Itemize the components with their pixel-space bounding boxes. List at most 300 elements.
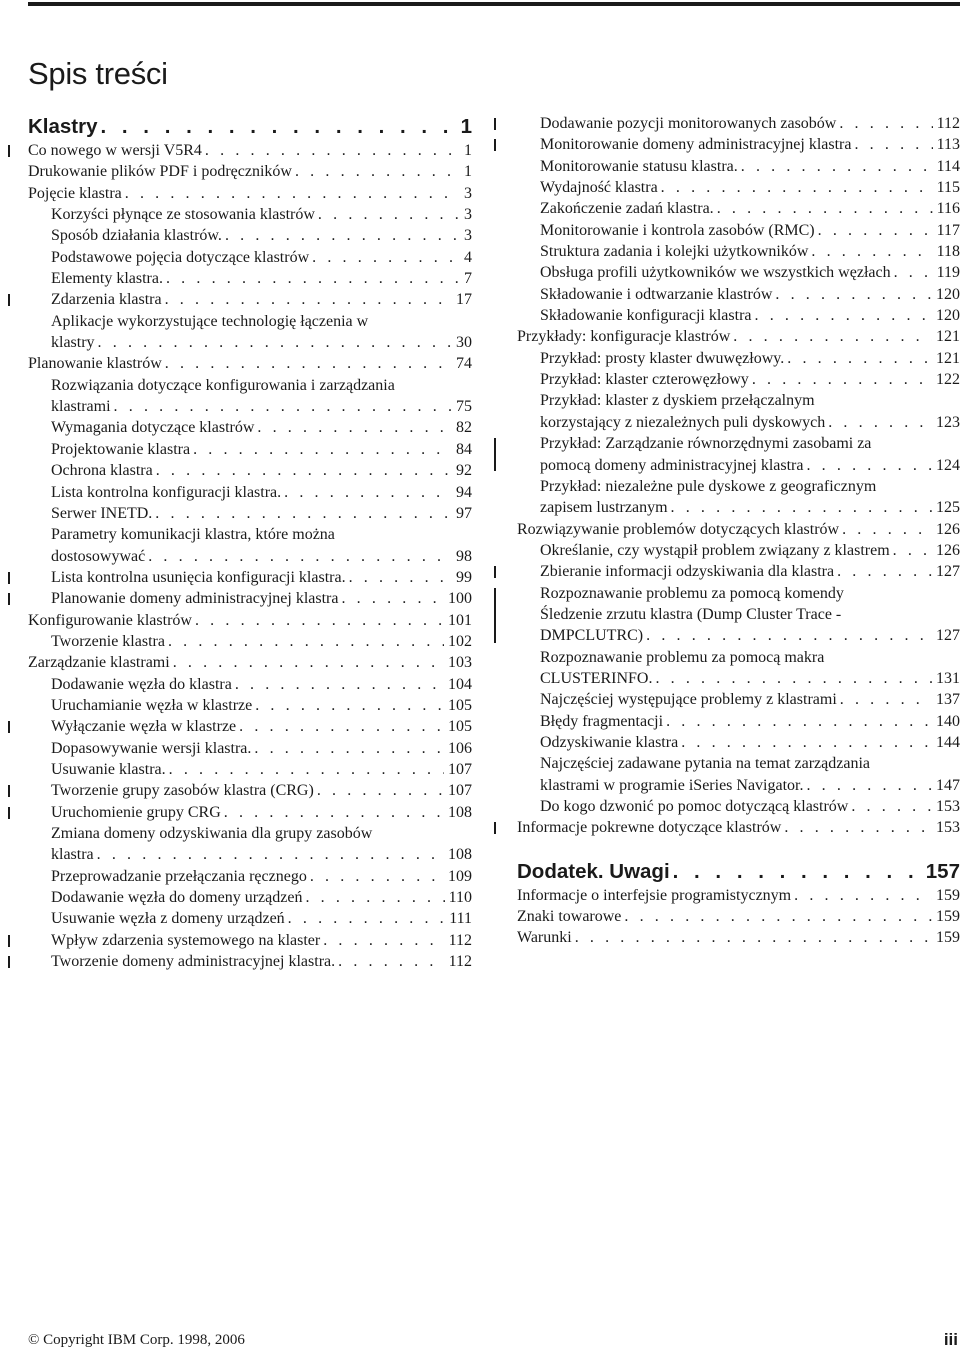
toc-entry[interactable] <box>517 583 960 647</box>
toc-entry-line <box>517 858 960 885</box>
toc-entry-line <box>51 951 472 972</box>
toc-entry-line <box>540 775 960 796</box>
toc-entry[interactable] <box>517 390 960 433</box>
dot-leader <box>170 652 444 673</box>
dot-leader <box>152 503 452 524</box>
toc-entry-line <box>51 375 472 396</box>
toc-page-number: 105 <box>448 696 472 714</box>
dot-leader <box>781 817 932 838</box>
toc-page-number: 103 <box>448 654 472 672</box>
toc-page-number: 144 <box>936 733 960 751</box>
toc-entry-title: Korzyści płynące ze stosowania klastrów <box>51 206 315 224</box>
toc-entry-title: Rozwiązywanie problemów dotyczących klastrów <box>517 520 840 538</box>
toc-entry-line <box>517 927 960 948</box>
toc-entry[interactable] <box>517 647 960 690</box>
dot-leader <box>165 631 444 652</box>
toc-entry-title: Przykład: prosty klaster dwuwęzłowy. <box>540 349 785 367</box>
toc-entry[interactable] <box>517 241 960 262</box>
toc-entry-line <box>51 439 472 460</box>
toc-entry-line <box>51 631 472 652</box>
toc-entry-title: Warunki <box>517 929 572 947</box>
toc-entry-title: Elementy klastra. <box>51 270 163 288</box>
toc-entry-line <box>540 753 960 774</box>
toc-entry-title: Uruchomienie grupy CRG <box>51 803 221 821</box>
change-bar <box>494 588 496 643</box>
toc-entry[interactable] <box>28 140 472 161</box>
toc-entry-line <box>51 482 472 503</box>
toc-entry-line <box>51 268 472 289</box>
toc-entry-title: Zarządzanie klastrami <box>28 654 170 672</box>
toc-entry-line <box>540 177 960 198</box>
toc-entry-line <box>51 695 472 716</box>
toc-entry-line <box>51 780 472 801</box>
toc-page-number: 3 <box>464 227 472 245</box>
toc-entry-line <box>51 759 472 780</box>
toc-entry[interactable] <box>28 716 472 737</box>
toc-entry-title: Najczęściej występujące problemy z klastrami <box>540 691 837 709</box>
toc-page-number: 137 <box>936 691 960 709</box>
dot-leader <box>714 198 933 219</box>
toc-entry[interactable] <box>28 674 472 695</box>
toc-entry-title: Struktura zadania i kolejki użytkowników <box>540 243 809 261</box>
toc-page-number: 140 <box>936 712 960 730</box>
toc-entry-line <box>540 455 960 476</box>
toc-entry-title: korzystający z niezależnych puli dyskowych <box>540 413 826 431</box>
toc-page-number: 112 <box>448 931 472 949</box>
change-bar <box>494 118 496 130</box>
toc-entry-title: Przeprowadzanie przełączania ręcznego <box>51 867 307 885</box>
dot-leader <box>834 561 932 582</box>
dot-leader <box>162 289 452 310</box>
toc-entry-line <box>540 689 960 710</box>
toc-page-number: 120 <box>936 307 960 325</box>
toc-page-number: 82 <box>456 419 472 437</box>
toc-entry[interactable] <box>28 652 472 673</box>
toc-entry-title: Projektowanie klastra <box>51 440 191 458</box>
toc-entry-title: Określanie, czy wystąpił problem związany z klastrem <box>540 541 890 559</box>
toc-entry[interactable] <box>517 561 960 582</box>
toc-page-number: 98 <box>456 547 472 565</box>
toc-entry[interactable] <box>517 262 960 283</box>
toc-entry-title: Rozpoznawanie problemu za pomocą komendy <box>540 584 844 602</box>
toc-page-number: 107 <box>448 782 472 800</box>
toc-entry[interactable] <box>28 204 472 225</box>
toc-entry-line <box>540 113 960 134</box>
dot-leader <box>621 906 932 927</box>
toc-entry-line <box>28 652 472 673</box>
toc-entry[interactable] <box>28 823 472 866</box>
toc-page-number: 74 <box>456 355 472 373</box>
toc-page-number: 122 <box>936 371 960 389</box>
toc-entry[interactable] <box>28 524 472 567</box>
dot-leader <box>302 887 444 908</box>
toc-entry[interactable] <box>517 519 960 540</box>
toc-entry-title: Przykład: klaster z dyskiem przełączalnym <box>540 392 815 410</box>
toc-entry-title: Składowanie konfiguracji klastra <box>540 307 752 325</box>
dot-leader <box>808 241 932 262</box>
toc-entry-title: Składowanie i odtwarzanie klastrów <box>540 285 773 303</box>
toc-page-number: 159 <box>936 886 960 904</box>
toc-entry-line <box>51 546 472 567</box>
toc-page-number: 17 <box>456 291 472 309</box>
toc-page-number: 101 <box>448 611 472 629</box>
change-bar <box>8 807 10 819</box>
toc-entry[interactable] <box>28 695 472 716</box>
toc-entry[interactable] <box>28 759 472 780</box>
toc-entry[interactable] <box>28 289 472 310</box>
toc-entry-line <box>51 396 472 417</box>
toc-entry-line <box>540 732 960 753</box>
toc-entry-line <box>51 908 472 929</box>
toc-entry-title: Planowanie klastrów <box>28 355 162 373</box>
dot-leader <box>281 482 452 503</box>
toc-entry[interactable] <box>28 311 472 354</box>
dot-leader <box>236 716 444 737</box>
toc-page-number: 153 <box>936 819 960 837</box>
toc-entry-title: Przykład: klaster czterowęzłowy <box>540 371 749 389</box>
toc-page-number: 92 <box>456 462 472 480</box>
toc-entry[interactable] <box>517 753 960 796</box>
dot-leader <box>652 668 932 689</box>
toc-entry-line <box>540 220 960 241</box>
dot-leader <box>285 908 446 929</box>
toc-page-number: 1 <box>464 163 472 181</box>
toc-page-number: 75 <box>456 398 472 416</box>
toc-entry-title: Dodatek. Uwagi <box>517 859 670 883</box>
toc-entry-line <box>540 540 960 561</box>
toc-entry[interactable] <box>517 156 960 177</box>
dot-leader <box>98 113 457 140</box>
toc-entry[interactable] <box>517 689 960 710</box>
toc-entry[interactable] <box>517 348 960 369</box>
dot-leader <box>94 844 444 865</box>
toc-entry[interactable] <box>517 433 960 476</box>
toc-entry-title: Lista kontrolna usunięcia konfiguracji klastra. <box>51 568 346 586</box>
toc-page-number: 159 <box>936 908 960 926</box>
toc-entry[interactable] <box>28 225 472 246</box>
toc-entry-title: klastry <box>51 334 95 352</box>
toc-entry-title: Błędy fragmentacji <box>540 712 664 730</box>
toc-entry-line <box>540 604 960 625</box>
page-title: Spis treści <box>28 56 168 91</box>
dot-leader <box>346 567 452 588</box>
toc-entry-line <box>51 887 472 908</box>
toc-page-number: 99 <box>456 568 472 586</box>
toc-entry-line <box>51 844 472 865</box>
toc-entry-line <box>51 930 472 951</box>
toc-entry[interactable] <box>517 177 960 198</box>
toc-entry[interactable] <box>28 503 472 524</box>
toc-entry[interactable] <box>28 482 472 503</box>
toc-entry[interactable] <box>517 885 960 906</box>
toc-entry-title: Dodawanie pozycji monitorowanych zasobów <box>540 115 837 132</box>
toc-entry-title: Podstawowe pojęcia dotyczące klastrów <box>51 248 310 266</box>
toc-entry-title: Monitorowanie i kontrola zasobów (RMC) <box>540 221 815 239</box>
toc-entry-line <box>51 866 472 887</box>
toc-entry[interactable] <box>28 161 472 182</box>
dot-leader <box>254 417 452 438</box>
toc-entry-line <box>51 289 472 310</box>
toc-page-number: 126 <box>936 520 960 538</box>
toc-entry-line <box>517 817 960 838</box>
toc-entry[interactable] <box>517 220 960 241</box>
toc-entry-title: Zbieranie informacji odzyskiwania dla klastra <box>540 563 835 581</box>
dot-leader <box>839 519 932 540</box>
toc-entry-line <box>540 390 960 411</box>
toc-page-number: 115 <box>936 179 960 197</box>
toc-entry-title: Uruchamianie węzła w klastrze <box>51 696 253 714</box>
toc-entry[interactable] <box>28 802 472 823</box>
toc-entry[interactable] <box>517 927 960 948</box>
dot-leader <box>309 247 460 268</box>
toc-entry-title: CLUSTERINFO. <box>540 669 653 687</box>
toc-entry-title: zapisem lustrzanym <box>540 499 668 517</box>
dot-leader <box>252 695 444 716</box>
toc-entry-title: Informacje o interfejsie programistycznym <box>517 886 792 904</box>
toc-entry-line <box>51 674 472 695</box>
toc-page-number: 107 <box>448 760 472 778</box>
toc-entry-title: DMPCLUTRC) <box>540 627 644 645</box>
toc-entry-line <box>51 524 472 545</box>
toc-entry-title: Rozwiązania dotyczące konfigurowania i zarządzania <box>51 376 395 394</box>
change-bar <box>8 935 10 947</box>
change-bar <box>8 721 10 733</box>
toc-entry[interactable] <box>28 887 472 908</box>
toc-entry-title: Sposób działania klastrów. <box>51 227 222 245</box>
toc-entry-title: Śledzenie zrzutu klastra (Dump Cluster Trace - <box>540 605 842 623</box>
toc-page-number: 97 <box>456 504 472 522</box>
toc-entry-title: klastrami <box>51 398 111 416</box>
toc-page-number: 114 <box>936 157 960 175</box>
toc-entry[interactable] <box>28 417 472 438</box>
dot-leader <box>643 625 932 646</box>
toc-page-number: 30 <box>456 334 472 352</box>
toc-page-number: 108 <box>448 846 472 864</box>
toc-page-number: 120 <box>936 285 960 303</box>
toc-entry[interactable] <box>517 711 960 732</box>
dot-leader <box>202 140 460 161</box>
toc-entry-line <box>517 326 960 347</box>
toc-entry[interactable] <box>517 305 960 326</box>
toc-entry-title: Drukowanie plików PDF i podręczników <box>28 163 292 181</box>
toc-entry[interactable] <box>28 439 472 460</box>
toc-entry-title: Aplikacje wykorzystujące technologię łączenia w <box>51 312 369 330</box>
toc-entry-line <box>517 519 960 540</box>
change-bar <box>8 294 10 306</box>
toc-page-number: 104 <box>448 675 472 693</box>
toc-entry-title: Ochrona klastra <box>51 462 153 480</box>
toc-entry-line <box>540 476 960 497</box>
toc-entry-title: Zdarzenia klastra <box>51 291 162 309</box>
dot-leader <box>815 220 933 241</box>
toc-entry[interactable] <box>517 369 960 390</box>
toc-entry[interactable] <box>517 326 960 347</box>
toc-page-number: 1 <box>464 142 472 159</box>
toc-entry[interactable] <box>517 198 960 219</box>
dot-leader <box>670 858 922 885</box>
page-number: iii <box>943 1330 958 1349</box>
toc-entry-line <box>540 134 960 155</box>
toc-entry[interactable] <box>28 908 472 929</box>
toc-entry-line <box>28 610 472 631</box>
toc-entry-title: Informacje pokrewne dotyczące klastrów <box>517 819 782 837</box>
toc-entry-title: Zmiana domeny odzyskiwania dla grupy zasobów <box>51 825 373 842</box>
toc-entry-title: Wymagania dotyczące klastrów <box>51 419 255 437</box>
toc-entry-line <box>517 885 960 906</box>
toc-entry-title: Dodawanie węzła do domeny urządzeń <box>51 889 303 907</box>
toc-entry[interactable] <box>517 134 960 155</box>
toc-entry-line <box>51 460 472 481</box>
toc-entry-line <box>540 497 960 518</box>
toc-entry[interactable] <box>517 476 960 519</box>
toc-entry-line <box>540 625 960 646</box>
toc-page-number: 94 <box>456 483 472 501</box>
dot-leader <box>891 262 933 283</box>
toc-entry[interactable] <box>517 284 960 305</box>
toc-entry[interactable] <box>28 610 472 631</box>
dot-leader <box>730 326 932 347</box>
toc-entry[interactable] <box>517 796 960 817</box>
toc-entry[interactable] <box>28 631 472 652</box>
dot-leader <box>307 866 444 887</box>
change-bar <box>8 785 10 797</box>
toc-entry-title: Tworzenie grupy zasobów klastra (CRG) <box>51 782 314 800</box>
top-rule <box>28 2 960 6</box>
dot-leader <box>837 689 932 710</box>
toc-entry-line <box>540 711 960 732</box>
change-bar <box>494 566 496 578</box>
toc-entry-title: pomocą domeny administracyjnej klastra <box>540 456 804 474</box>
dot-leader <box>752 305 933 326</box>
toc-entry[interactable] <box>28 183 472 204</box>
toc-entry[interactable] <box>28 588 472 609</box>
toc-entry-title: Obsługa profili użytkowników we wszystkich węzłach <box>540 264 891 282</box>
toc-entry-title: Przykład: niezależne pule dyskowe z geograficznym <box>540 477 877 495</box>
toc-page-number: 84 <box>456 440 472 458</box>
toc-page-number: 112 <box>448 953 472 971</box>
toc-entry-line <box>28 183 472 204</box>
toc-page-number: 1 <box>460 115 472 138</box>
toc-entry-line <box>51 417 472 438</box>
toc-entry-line <box>51 247 472 268</box>
toc-entry[interactable] <box>28 247 472 268</box>
toc-entry[interactable] <box>28 567 472 588</box>
toc-entry-line <box>28 140 472 161</box>
dot-leader <box>166 759 444 780</box>
toc-entry-title: Przykład: Zarządzanie równorzędnymi zasobami za <box>540 435 872 453</box>
toc-entry[interactable] <box>28 375 472 418</box>
toc-page-number: 121 <box>936 349 960 367</box>
toc-entry-line <box>51 738 472 759</box>
toc-entry[interactable] <box>28 930 472 951</box>
toc-entry-title: Co nowego w wersji V5R4 <box>28 142 202 159</box>
dot-leader <box>338 588 444 609</box>
dot-leader <box>803 455 932 476</box>
toc-page-number: 127 <box>936 627 960 645</box>
toc-page-number: 3 <box>464 184 472 202</box>
toc-entry[interactable] <box>28 353 472 374</box>
toc-entry[interactable] <box>517 906 960 927</box>
toc-entry[interactable] <box>28 780 472 801</box>
toc-entry-title: Monitorowanie domeny administracyjnej klastra <box>540 136 852 154</box>
toc-section-heading[interactable] <box>517 858 960 885</box>
toc-page-number: 126 <box>936 541 960 559</box>
toc-entry[interactable] <box>517 732 960 753</box>
toc-entry-title: Dopasowywanie wersji klastra. <box>51 739 252 757</box>
toc-entry-line <box>540 561 960 582</box>
toc-section-heading[interactable] <box>28 113 472 140</box>
dot-leader <box>153 460 452 481</box>
dot-leader <box>825 412 932 433</box>
dot-leader <box>162 353 452 374</box>
toc-entry-title: Dodawanie węzła do klastra <box>51 675 232 693</box>
toc-entry[interactable] <box>28 268 472 289</box>
dot-leader <box>772 284 932 305</box>
toc-entry-line <box>28 353 472 374</box>
dot-leader <box>848 796 932 817</box>
toc-entry-line <box>540 305 960 326</box>
toc-entry-title: Usuwanie węzła z domeny urządzeń <box>51 910 285 928</box>
toc-entry[interactable] <box>28 951 472 972</box>
toc-page-number: 111 <box>449 910 472 928</box>
toc-entry-title: Wyłączanie węzła w klastrze <box>51 718 237 736</box>
toc-entry-line <box>517 906 960 927</box>
toc-page-number: 124 <box>936 456 960 474</box>
toc-column-left <box>28 113 472 972</box>
toc-page-number: 118 <box>936 243 960 261</box>
dot-leader <box>145 546 452 567</box>
dot-leader <box>791 885 932 906</box>
toc-entry-line <box>51 503 472 524</box>
toc-entry-line <box>540 262 960 283</box>
toc-entry-title: Planowanie domeny administracyjnej klastra <box>51 590 339 608</box>
change-bar <box>8 956 10 968</box>
toc-entry[interactable] <box>517 113 960 134</box>
toc-entry-line <box>540 284 960 305</box>
toc-entry[interactable] <box>28 460 472 481</box>
dot-leader <box>111 396 452 417</box>
toc-entry-title: Tworzenie klastra <box>51 632 165 650</box>
dot-leader <box>738 156 933 177</box>
toc-entry-line <box>51 332 472 353</box>
toc-entry-line <box>540 198 960 219</box>
toc-page-number: 147 <box>936 776 960 794</box>
dot-leader <box>192 610 444 631</box>
toc-entry-title: dostosowywać <box>51 547 146 565</box>
toc-entry[interactable] <box>28 866 472 887</box>
toc-page-number: 112 <box>936 115 960 132</box>
toc-entry-line <box>540 369 960 390</box>
toc-entry[interactable] <box>28 738 472 759</box>
change-bar <box>494 139 496 151</box>
toc-entry-line <box>51 204 472 225</box>
toc-entry-title: Serwer INETD. <box>51 504 153 522</box>
dot-leader <box>314 780 444 801</box>
toc-entry-title: Znaki towarowe <box>517 908 622 926</box>
toc-page-number: 102 <box>448 632 472 650</box>
toc-entry-line <box>540 647 960 668</box>
toc-entry-line <box>51 588 472 609</box>
dot-leader <box>658 177 933 198</box>
dot-leader <box>222 225 460 246</box>
toc-entry-title: Pojęcie klastra <box>28 184 122 202</box>
toc-entry[interactable] <box>517 817 960 838</box>
toc-entry[interactable] <box>517 540 960 561</box>
toc-entry-line <box>540 156 960 177</box>
toc-page-number: 105 <box>448 718 472 736</box>
dot-leader <box>851 134 932 155</box>
toc-entry-title: Rozpoznawanie problemu za pomocą makra <box>540 648 825 666</box>
